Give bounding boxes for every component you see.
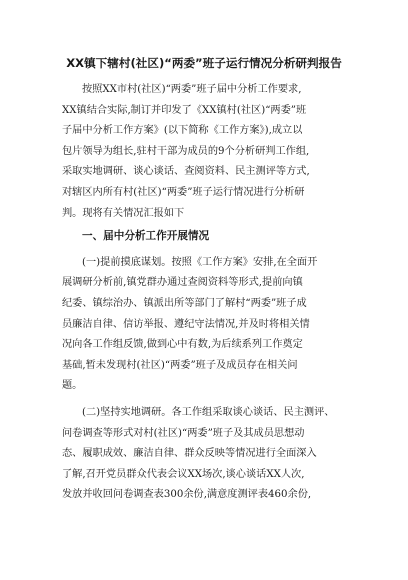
paragraph-field-research (62, 403, 346, 506)
text-line: (二)坚持实地调研。各工作组采取谈心谈话、民主测评、 (82, 406, 335, 418)
text-line: 包片领导为组长,驻村干部为成员的9个分析研判工作组, (62, 145, 310, 157)
paragraph-prior-planning (62, 253, 346, 397)
text-line: XX镇结合实际,制订并印发了《XX镇村(社区)“两委”班 (62, 104, 307, 116)
text-line: 对辖区内所有村(社区)“两委”班子运行情况进行分析研 (62, 186, 305, 198)
text-line: 采取实地调研、谈心谈话、查阅资料、民主测评等方式, (62, 166, 310, 178)
text-line: 子届中分析工作方案》(以下简称《工作方案》),成立以 (62, 125, 303, 137)
text-line: 发放并收回问卷调查表300余份,满意度测评表460余份, (62, 489, 312, 501)
text-line: 基础,暂未发现村(社区)“两委”班子及成员存在相关问 (62, 359, 298, 371)
text-line: 纪委、镇综治办、镇派出所等部门了解村“两委”班子成 (62, 297, 307, 309)
text-line: 态、履职成效、廉洁自律、群众反映等情况进行全面深入 (62, 448, 317, 460)
text-line: 了解,召开党员群众代表会议XX场次,谈心谈话XX人次, (62, 468, 305, 480)
text-line: 员廉洁自律、信访举报、遵纪守法情况,并及时将相关情 (62, 318, 310, 330)
document-title: XX镇下辖村(社区)“两委”班子运行情况分析研判报告 (66, 56, 342, 70)
text-line: 问卷调查等形式对村(社区)“两委”班子及其成员思想动 (62, 427, 305, 439)
text-line: 按照XX市村(社区)“两委”班子届中分析工作要求, (82, 84, 302, 95)
text-line: 况向各工作组反馈,做到心中有数,为后续系列工作奠定 (62, 339, 303, 351)
text-line: 判。现将有关情况汇报如下 (62, 207, 185, 219)
text-line: (一)提前摸底谋划。按照《工作方案》安排,在全面开 (82, 256, 318, 268)
text-line: 题。 (62, 380, 83, 392)
intro-paragraph (62, 80, 346, 224)
section-heading: 一、届中分析工作开展情况 (82, 230, 210, 243)
text-line: 展调研分析前,镇党群办通过查阅资料等形式,提前向镇 (62, 277, 303, 289)
